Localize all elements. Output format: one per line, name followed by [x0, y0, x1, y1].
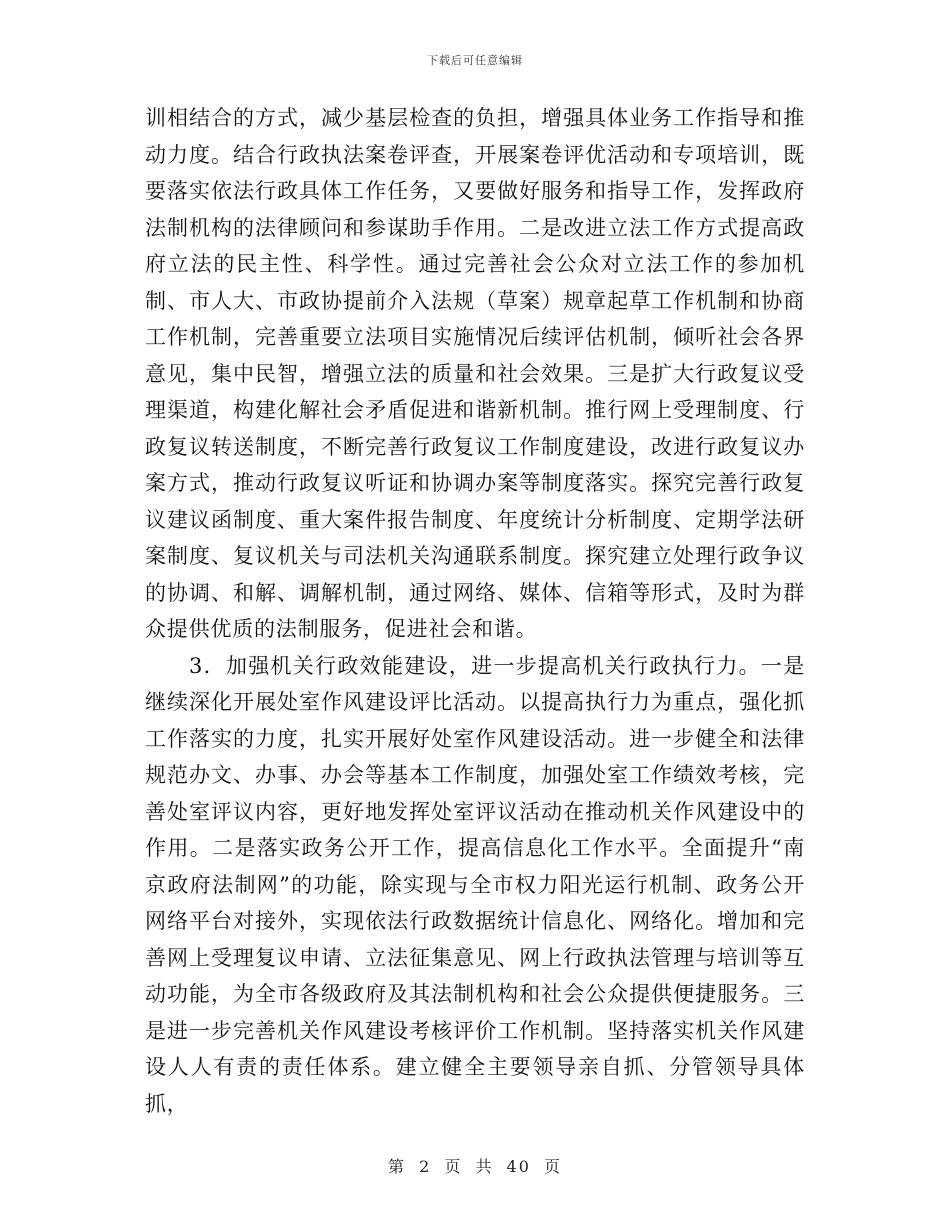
body-paragraph-2: 3．加强机关行政效能建设，进一步提高机关行政执行力。一是继续深化开展处室作风建设评比活动。以提高执行力为重点，强化抓工作落实的力度，扎实开展好处室作风建设活动。进一步健全和法律规范办文、办事、办会等基本工作制度，加强处室工作绩效考核，完善处室评议内容，更好地发挥处室评议活动在推动机关作风建设中的作用。二是落实政务公开工作，提高信息化工作水平。全面提升“南京政府法制网”的功能，除实现与全市权力阳光运行机制、政务公开网络平台对接外，实现依法行政数据统计信息化、网络化。增加和完善网上受理复议申请、立法征集意见、网上行政执法管理与培训等互动功能，为全市各级政府及其法制机构和社会公众提供便捷服务。三是进一步完善机关作风建设考核评价工作机制。坚持落实机关作风建设人人有责的责任体系。建立健全主要领导亲自抓、分管领导具体抓， — [145, 653, 805, 1116]
page-footer: 第 2 页 共 40 页 — [388, 1157, 562, 1176]
body-paragraph-1: 训相结合的方式，减少基层检查的负担，增强具体业务工作指导和推动力度。结合行政执法案卷评查，开展案卷评优活动和专项培训，既要落实依法行政具体工作任务，又要做好服务和指导工作，发挥政府法制机构的法律顾问和参谋助手作用。二是改进立法工作方式提高政府立法的民主性、科学性。通过完善社会公众对立法工作的参加机制、市人大、市政协提前介入法规（草案）规章起草工作机制和协商工作机制，完善重要立法项目实施情况后续评估机制，倾听社会各界意见，集中民智，增强立法的质量和社会效果。三是扩大行政复议受理渠道，构建化解社会矛盾促进和谐新机制。推行网上受理制度、行政复议转送制度，不断完善行政复议工作制度建设，改进行政复议办案方式，推动行政复议听证和协调办案等制度落实。探究完善行政复议建议函制度、重大案件报告制度、年度统计分析制度、定期学法研案制度、复议机关与司法机关沟通联系制度。探究建立处理行政争议的协调、和解、调解机制，通过网络、媒体、信箱等形式，及时为群众提供优质的法制服务，促进社会和谐。 — [145, 106, 805, 641]
page-header: 下载后可任意编辑 — [427, 54, 523, 67]
document-body — [145, 100, 805, 1122]
